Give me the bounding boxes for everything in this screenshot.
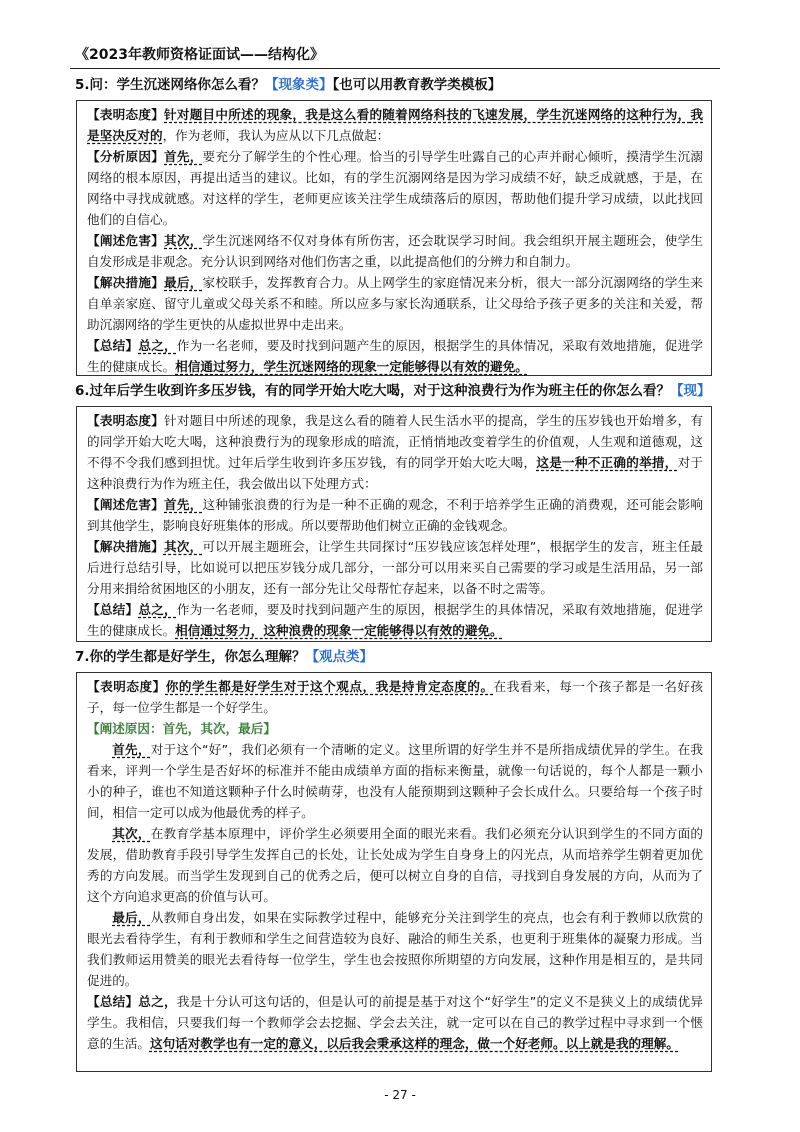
q5-tag-template: 【也可以用教育教学类模板】	[332, 77, 502, 93]
q5-answer-box	[76, 100, 712, 376]
q5-title: 5.问：学生沉迷网络你怎么看？	[75, 77, 266, 93]
q6-title-row	[75, 380, 711, 402]
q6-measures: 【解决措施】其次，可以开展主题班会，让学生共同探讨“压岁钱应该怎样处理”，根据学生的发言，班主任最后进行总结引导，比如说可以把压岁钱分成几部分，一部分可以用来买自己需要的学习或是生活用品，另一部分用来捐给贫困地区的小朋友，还有一部分先让父母帮忙存起来，以备不时之需等。	[87, 539, 704, 596]
q5-measures: 【解决措施】最后，家校联手，发挥教育合力。从上网学生的家庭情况来分析，很大一部分沉溺网络的学生来自单亲家庭、留守儿童或父母关系不和睦。所以应多与家长沟通联系，让父母给予孩子更多的关注和关爱，帮助沉溺网络的学生更快的从虚拟世界中走出来。	[87, 275, 704, 332]
q5-tag-phenomenon: 【现象类】	[265, 77, 333, 93]
q7-first: 首先，对于这个“好”，我们必须有一个清晰的定义。这里所谓的好学生并不是所指成绩优异的学生。在我看来，评判一个学生是否好坏的标准并不能由成绩单方面的指标来衡量，就像一句话说的，每个人都是一颗小小的种子，谁也不知道这颗种子什么时候萌芽，也没有人能预期到这颗种子会长成什么。只要给每一个孩子时间，相信一定可以成为他最优秀的样子。	[87, 742, 704, 820]
q6-summary: 【总结】总之，作为一名老师，要及时找到问题产生的原因，根据学生的具体情况，采取有效地措施，促进学生的健康成长。相信通过努力，这种浪费的现象一定能够得以有效的避免。	[87, 602, 704, 638]
q5-cause: 【分析原因】首先，要充分了解学生的个性心理。恰当的引导学生吐露自己的心声并耐心倾听，摸清学生沉溺网络的根本原因，再提出适当的建议。比如，有的学生沉溺网络是因为学习成绩不好，缺乏成就感，于是，在网络中寻找成就感。对这样的学生，老师更应该关注学生成绩落后的原因，帮助他们提升学习成绩，以此找回他们的自信心。	[87, 149, 704, 227]
q5-summary: 【总结】总之，作为一名老师，要及时找到问题产生的原因，根据学生的具体情况，采取有效地措施，促进学生的健康成长。相信通过努力，学生沉迷网络的现象一定能够得以有效的避免。	[87, 338, 704, 374]
q5-attitude: 【表明态度】针对题目中所述的现象，我是这么看的随着网络科技的飞速发展，学生沉迷网络的这种行为，我是坚决反对的，作为老师，我认为应从以下几点做起：	[87, 107, 704, 143]
q7-second: 其次，在教育学基本原理中，评价学生必须要用全面的眼光来看。我们必须充分认识到学生的不同方面的发展，借助教育手段引导学生发挥自己的长处，让长处成为学生自身身上的闪光点，从而培养学生朝着更加优秀的方向发展。而当学生发现到自己的优秀之后，便可以树立自身的自信，寻找到自身发展的方向，从而为了这个方向追求更高的价值与认可。	[87, 826, 704, 904]
q6-tag: 【现】	[670, 383, 711, 399]
q5-title-row	[75, 74, 501, 96]
q5-harm: 【阐述危害】其次，学生沉迷网络不仅对身体有所伤害，还会耽误学习时间。我会组织开展主题班会，使学生自发形成是非观念。充分认识到网络对他们伤害之重，以此提高他们的分辨力和自制力。	[87, 233, 704, 269]
q7-answer-box	[76, 672, 712, 1072]
q5-attitude-label: 【表明态度】	[87, 107, 165, 122]
q7-summary: 【总结】总之，我是十分认可这句话的，但是认可的前提是基于对这个“好学生”的定义不是狭义上的成绩优异学生。我相信，只要我们每一个教师学会去挖掘、学会去关注，就一定可以在自己的教学过程中寻求到一个惬意的生活。这句话对教学也有一定的意义，以后我会秉承这样的理念，做一个好老师。以上就是我的理解。	[87, 994, 704, 1051]
q6-title: 6.过年后学生收到许多压岁钱，有的同学开始大吃大喝，对于这种浪费行为作为班主任的你怎么看？	[75, 383, 671, 399]
document-header: 《2023年教师资格证面试——结构化》	[75, 47, 324, 63]
q6-attitude: 【表明态度】针对题目中所述的现象，我是这么看的随着人民生活水平的提高，学生的压岁钱也开始增多，有的同学开始大吃大喝，这种浪费行为的现象形成的暗流，正悄悄地改变着学生的价值观，人生观和道德观，这不得不令我们感到担忧。过年后学生收到许多压岁钱，有的同学开始大吃大喝，这是一种不正确的举措，对于这种浪费行为作为班主任，我会做出以下处理方式：	[87, 413, 704, 491]
page-number: - 27 -	[384, 1088, 416, 1102]
q7-title: 7.你的学生都是好学生，你怎么理解？	[75, 649, 306, 665]
q6-harm: 【阐述危害】首先，这种铺张浪费的行为是一种不正确的观念，不利于培养学生正确的消费观，还可能会影响到其他学生，影响良好班集体的形成。所以要帮助他们树立正确的金钱观念。	[87, 497, 704, 533]
header-divider	[70, 68, 720, 69]
q7-reason-heading: 【阐述原因：首先，其次，最后】	[87, 721, 276, 736]
q7-last: 最后，从教师自身出发，如果在实际教学过程中，能够充分关注到学生的亮点，也会有利于教师以欣赏的眼光去看待学生，有利于教师和学生之间营造较为良好、融洽的师生关系，也更利于班集体的凝聚力形成。当我们教师运用赞美的眼光去看待每一位学生，学生也会按照你所期望的方向发展，这种作用是相互的，是共同促进的。	[87, 910, 704, 988]
q7-tag: 【观点类】	[305, 649, 374, 665]
q7-attitude: 【表明态度】你的学生都是好学生对于这个观点，我是持肯定态度的。在我看来，每一个孩子都是一名好孩子，每一位学生都是一个好学生。	[87, 679, 704, 715]
q6-answer-box	[76, 406, 712, 642]
q7-title-row	[75, 646, 373, 668]
